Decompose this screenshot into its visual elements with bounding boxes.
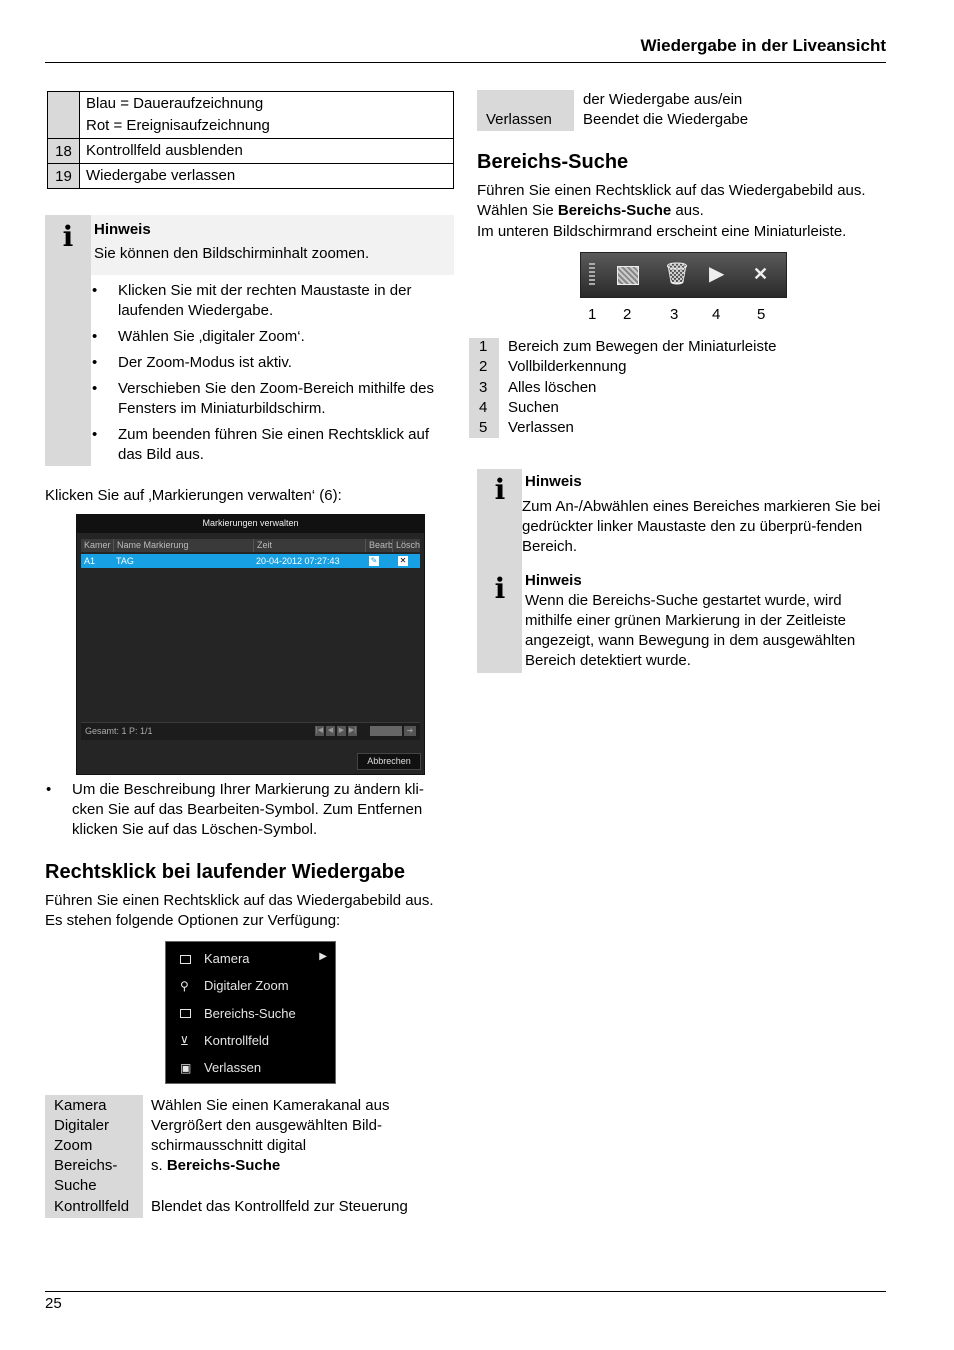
col-edit: Bearb: [365, 539, 392, 552]
context-menu: [165, 941, 336, 1084]
play-icon[interactable]: ▶: [709, 263, 725, 285]
row-text: Wiedergabe verlassen: [80, 164, 454, 189]
menu-item-digitaler-zoom[interactable]: Digitaler Zoom: [204, 978, 289, 993]
bar-number: 3: [670, 306, 679, 323]
info-icon: i: [62, 220, 74, 253]
footer-rule: [45, 1291, 886, 1292]
list-item: [469, 378, 879, 398]
option-term: Kamera: [54, 1097, 107, 1114]
option-term: Digitaler Zoom: [54, 1117, 110, 1154]
area-search-intro: [477, 181, 877, 221]
image-icon: [180, 1007, 192, 1019]
option-desc: Wählen Sie einen Kamerakanal aus: [151, 1097, 390, 1114]
col-delete: Lösch: [392, 539, 420, 552]
info-icon: i: [494, 572, 506, 605]
cell-name: TAG: [116, 556, 134, 566]
row-text: Kontrollfeld ausblenden: [80, 139, 454, 164]
note-heading: Hinweis: [525, 473, 582, 490]
option-desc-bold: Bereichs-Suche: [166, 1157, 281, 1174]
bar-number: 5: [757, 306, 766, 323]
row-line: Rot = Ereignisaufzeichnung: [86, 117, 270, 134]
control-icon: ⊻: [180, 1034, 189, 1048]
edit-cell: [365, 554, 392, 568]
table-row: [48, 139, 454, 164]
menu-item-kamera[interactable]: Kamera: [204, 951, 250, 966]
markers-dialog: [76, 514, 425, 775]
magnifier-icon: ⚲: [180, 979, 189, 993]
rightclick-intro: Führen Sie einen Rechtsklick auf das Wiedergabebild aus. Es stehen folgende Optionen zur Verfügung:: [45, 892, 434, 929]
header-rule: [45, 62, 886, 63]
dialog-page-info: Gesamt: 1 P: 1/1: [85, 726, 153, 736]
intro-text-end: aus.: [671, 202, 704, 219]
bar-number: 2: [623, 306, 632, 323]
legend-number: 2: [479, 358, 488, 376]
note-heading: Hinweis: [525, 572, 582, 589]
note-text: Sie können den Bildschirminhalt zoomen.: [94, 245, 370, 262]
list-item: [469, 357, 879, 377]
delete-icon[interactable]: ✕: [399, 556, 407, 565]
list-item: [469, 418, 879, 438]
go-page-icon[interactable]: ➜: [404, 726, 416, 736]
first-page-icon[interactable]: |◀: [315, 727, 324, 734]
list-item: • Wählen Sie ‚digitaler Zoom‘.: [92, 327, 454, 347]
option-desc: Vergrößert den ausgewählten Bild-schirmausschnitt digital: [151, 1117, 382, 1154]
table-row: [48, 92, 454, 139]
row-line: Blau = Daueraufzeichnung: [86, 95, 264, 112]
col-name: Name Markierung: [113, 539, 253, 552]
option-term: Kontrollfeld: [54, 1198, 130, 1215]
drag-handle-icon[interactable]: [589, 263, 595, 285]
legend-text: Bereich zum Bewegen der Miniaturleiste: [508, 338, 777, 355]
legend-number: 3: [479, 378, 488, 396]
zoom-steps-list: [92, 281, 454, 471]
list-item: [469, 337, 879, 357]
menu-item-verlassen[interactable]: Verlassen: [204, 1060, 262, 1075]
submenu-arrow-icon: ▶: [319, 951, 327, 962]
option-desc-prefix: s.: [151, 1157, 167, 1174]
row-text: [80, 92, 454, 139]
menu-item-kontrollfeld[interactable]: Kontrollfeld: [204, 1033, 270, 1048]
option-desc: Blendet das Kontrollfeld zur Steuerung: [151, 1198, 408, 1215]
trash-icon[interactable]: 🗑: [663, 261, 691, 286]
next-page-icon[interactable]: ▶: [338, 727, 345, 734]
thumbnail-bar: [580, 252, 787, 298]
bar-number: 1: [588, 306, 597, 323]
close-icon[interactable]: ✕: [753, 264, 769, 284]
square-icon: [180, 953, 192, 965]
note-text: Wenn die Bereichs-Suche gestartet wurde, wird mithilfe einer grünen Markierung in der Zeitleiste angezeigt, wann Bewegung in dem ausgewählten Bereich detektiert wurde.: [525, 592, 856, 669]
dialog-title: Markierungen verwalten: [77, 515, 424, 533]
delete-cell: [392, 554, 420, 568]
row-number: [48, 92, 80, 139]
bar-number: 4: [712, 306, 721, 323]
cancel-button[interactable]: Abbrechen: [357, 753, 421, 770]
cell-time: 20-04-2012 07:27:43: [256, 556, 340, 566]
row-number: 19: [48, 164, 80, 189]
legend-text: Suchen: [508, 398, 559, 416]
cell-camera: A1: [84, 556, 96, 566]
list-item: • Zum beenden führen Sie einen Rechtsklick auf das Bild aus.: [92, 425, 454, 465]
full-frame-icon[interactable]: [617, 266, 639, 285]
page-header-title: Wiedergabe in der Liveansicht: [640, 36, 886, 55]
edit-icon[interactable]: ✎: [370, 556, 378, 565]
intro-text: Führen Sie einen Rechtsklick auf das Wiedergabebild aus. Wählen Sie: [477, 182, 866, 219]
legend-number: 5: [479, 419, 488, 437]
list-item: • Verschieben Sie den Zoom-Bereich mithilfe des Fensters im Miniaturbildschirm.: [92, 379, 454, 419]
page-input[interactable]: [370, 726, 402, 736]
markers-intro: Klicken Sie auf ‚Markierungen verwalten‘ (6):: [45, 487, 342, 504]
list-item: • Klicken Sie mit der rechten Maustaste in der laufenden Wiedergabe.: [92, 281, 454, 321]
section-heading-area-search: Bereichs-Suche: [477, 151, 629, 173]
row-number: 18: [48, 139, 80, 164]
legend-list: [469, 337, 879, 438]
legend-text: Vollbilderkennung: [508, 358, 627, 376]
section-heading-rightclick: Rechtsklick bei laufender Wiedergabe: [45, 861, 405, 883]
list-item: • Der Zoom-Modus ist aktiv.: [92, 353, 454, 373]
prev-page-icon[interactable]: ◀: [327, 727, 334, 734]
markers-bullet-list: [46, 780, 451, 846]
option-desc: Beendet die Wiedergabe: [583, 111, 749, 128]
col-camera: Kamer: [84, 540, 111, 550]
dialog-column-headers: [81, 539, 420, 552]
col-time: Zeit: [253, 539, 365, 552]
page-number: 25: [45, 1295, 62, 1312]
note-text: Zum An-/Abwählen eines Bereiches markieren Sie bei gedrückter linker Maustaste den zu überprü-fenden Bereich.: [522, 498, 881, 555]
exit-icon: ▣: [180, 1061, 192, 1075]
info-icon: i: [494, 473, 506, 506]
area-search-intro-line2: Im unteren Bildschirmrand erscheint eine Miniaturleiste.: [477, 223, 847, 240]
option-desc: [151, 1156, 280, 1176]
legend-text: Verlassen: [508, 419, 574, 437]
table-row[interactable]: [81, 554, 420, 568]
legend-number: 4: [479, 398, 488, 416]
list-item: • Um die Beschreibung Ihrer Markierung zu ändern kli-cken Sie auf das Bearbeiten-Symbol. Zum Entfernen klicken Sie auf das Löschen-Symbol.: [46, 780, 451, 840]
legend-number: 1: [479, 338, 488, 355]
legend-table: [47, 91, 454, 189]
intro-bold: Bereichs-Suche: [557, 202, 672, 219]
note-heading: Hinweis: [94, 221, 151, 238]
dialog-pagination-bar: [81, 722, 420, 740]
last-page-icon[interactable]: ▶|: [348, 727, 357, 734]
list-item: [469, 398, 879, 418]
legend-text: Alles löschen: [508, 378, 597, 396]
option-desc: der Wiedergabe aus/ein: [583, 91, 743, 108]
option-term: Verlassen: [486, 111, 552, 128]
option-term: Bereichs-Suche: [54, 1157, 118, 1194]
menu-item-bereichs-suche[interactable]: Bereichs-Suche: [204, 1006, 296, 1021]
table-row: [48, 164, 454, 189]
